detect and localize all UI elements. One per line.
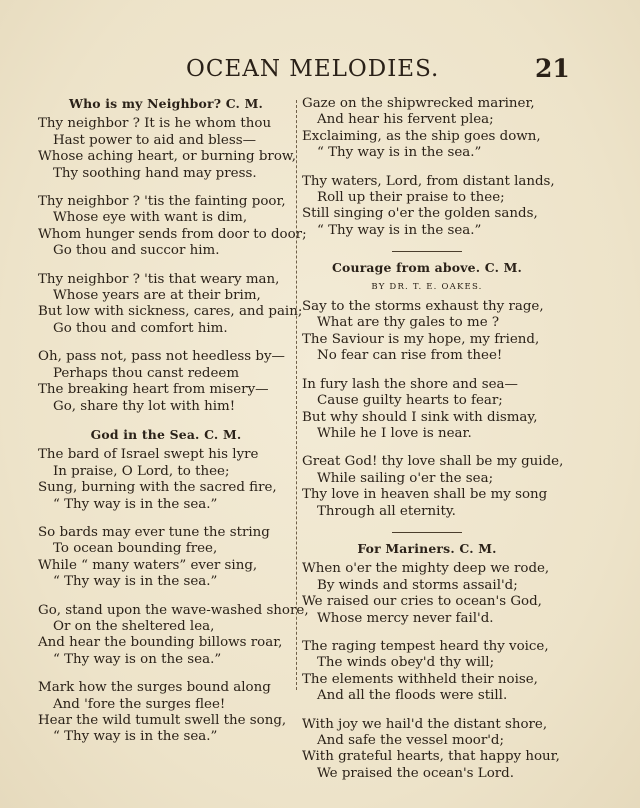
verse-line: Gaze on the shipwrecked mariner, <box>302 96 535 111</box>
verse-line: To ocean bounding free, <box>53 541 218 557</box>
verse-line: By winds and storms assail'd; <box>317 577 518 593</box>
column-divider <box>296 100 297 690</box>
verse-line: The breaking heart from misery— <box>38 382 269 398</box>
stanza <box>38 525 294 591</box>
verse-line: While sailing o'er the sea; <box>317 470 494 486</box>
verse-line: We raised our cries to ocean's God, <box>302 594 542 610</box>
verse-line: Whose years are at their brim, <box>53 288 261 304</box>
hymn-title: For Mariners. C. M. <box>357 540 497 556</box>
verse-line: With joy we hail'd the distant shore, <box>302 716 548 732</box>
verse-line: In fury lash the shore and sea— <box>302 376 518 392</box>
verse-line: The Saviour is my hope, my friend, <box>302 331 540 347</box>
verse-line: Whose aching heart, or burning brow, <box>38 149 297 165</box>
stanza <box>38 271 303 338</box>
verse-line: “ Thy way is on the sea.” <box>53 651 222 667</box>
verse-line: But why should I sink with dismay, <box>302 409 538 425</box>
stanza <box>38 349 294 415</box>
verse-line: Through all eternity. <box>317 503 456 519</box>
verse-line: Thy soothing hand may press. <box>53 165 257 181</box>
stanza <box>302 173 555 240</box>
verse-line: Thy love in heaven shall be my song <box>302 487 548 503</box>
verse-line: Go thou and succor him. <box>53 243 220 259</box>
verse-line: Oh, pass not, pass not heedless by— <box>38 349 285 365</box>
stanza <box>302 561 552 627</box>
verse-line: But low with sickness, cares, and pain; <box>38 304 303 320</box>
stanza <box>302 299 552 365</box>
verse-line: In praise, O Lord, to thee; <box>53 463 230 479</box>
verse-line: Or on the sheltered lea, <box>53 618 215 634</box>
verse-line: Say to the storms exhaust thy rage, <box>302 299 544 315</box>
stanza <box>38 447 294 513</box>
verse-line: Perhaps thou canst redeem <box>53 365 240 381</box>
verse-line: Thy neighbor ? 'tis that weary man, <box>38 271 280 287</box>
verse-line: Go thou and comfort him. <box>53 320 228 336</box>
verse-line: The bard of Israel swept his lyre <box>38 447 259 463</box>
hymn-author: BY DR. T. E. OAKES. <box>371 281 483 292</box>
verse-line: Cause guilty hearts to fear; <box>317 393 503 409</box>
hymn-title: Courage from above. C. M. <box>331 260 523 276</box>
verse-line: And hear his fervent plea; <box>317 112 494 128</box>
verse-line: No fear can rise from thee! <box>317 348 503 364</box>
hymn <box>302 96 555 239</box>
verse-line: Roll up their praise to thee; <box>317 190 505 206</box>
verse-line: So bards may ever tune the string <box>38 524 270 540</box>
verse-line: And hear the bounding billows roar, <box>38 635 283 651</box>
verse-line: Thy neighbor ? 'tis the fainting poor, <box>38 194 286 210</box>
verse-line: Whom hunger sends from door to door; <box>38 226 307 242</box>
verse-line: While he I love is near. <box>317 425 472 441</box>
verse-line: “ Thy way is in the sea.” <box>53 574 218 590</box>
verse-line: While “ many waters” ever sing, <box>38 557 258 573</box>
hymn <box>302 251 564 520</box>
stanza <box>38 116 297 182</box>
stanza <box>38 680 294 746</box>
verse-line: Hear the wild tumult swell the song, <box>38 713 287 728</box>
stanza <box>38 602 309 669</box>
verse-line: Go, share thy lot with him! <box>53 398 236 414</box>
running-head: OCEAN MELODIES. <box>186 56 440 82</box>
hymn <box>38 426 309 746</box>
verse-line: Exclaiming, as the ship goes down, <box>302 128 541 144</box>
stanza <box>302 716 560 783</box>
stanza <box>302 377 552 443</box>
verse-line: Whose eye with want is dim, <box>53 210 248 226</box>
stanza <box>302 96 552 162</box>
verse-line: We praised the ocean's Lord. <box>317 765 514 781</box>
verse-line: The winds obey'd thy will; <box>317 655 495 671</box>
stanza <box>38 194 307 260</box>
verse-line: And safe the vessel moor'd; <box>317 733 504 748</box>
verse-line: “ Thy way is in the sea.” <box>53 496 218 512</box>
verse-line: What are thy gales to me ? <box>317 315 500 331</box>
verse-line: Whose mercy never fail'd. <box>317 610 494 626</box>
verse-line: With grateful hearts, that happy hour, <box>302 749 560 765</box>
page-header <box>0 52 640 88</box>
verse-line: The raging tempest heard thy voice, <box>302 638 549 654</box>
section-rule <box>392 532 462 533</box>
hymn <box>38 96 307 415</box>
page-number: 21 <box>535 54 570 83</box>
verse-line: Great God! thy love shall be my guide, <box>302 454 564 470</box>
verse-line: “ Thy way is in the sea.” <box>317 145 482 161</box>
verse-line: “ Thy way is in the sea.” <box>317 222 482 238</box>
stanza <box>302 639 552 705</box>
verse-line: Thy neighbor ? It is he whom thou <box>38 116 272 132</box>
hymn <box>302 532 560 782</box>
right-column <box>302 96 564 794</box>
verse-line: Mark how the surges bound along <box>38 680 271 696</box>
section-rule <box>392 251 462 252</box>
verse-line: Sung, burning with the sacred fire, <box>38 480 277 496</box>
verse-line: Thy waters, Lord, from distant lands, <box>302 173 555 189</box>
hymn-title: God in the Sea. C. M. <box>90 426 242 442</box>
verse-line: And all the floods were still. <box>317 688 508 704</box>
verse-line: “ Thy way is in the sea.” <box>53 729 218 745</box>
verse-line: And 'fore the surges flee! <box>53 696 226 712</box>
verse-line: The elements withheld their noise, <box>302 671 538 687</box>
verse-line: Go, stand upon the wave-washed shore, <box>38 602 309 618</box>
left-column <box>38 96 309 758</box>
verse-line: Still singing o'er the golden sands, <box>302 206 538 222</box>
verse-line: Hast power to aid and bless— <box>53 132 256 148</box>
stanza <box>302 454 564 520</box>
hymn-title: Who is my Neighbor? C. M. <box>68 96 264 111</box>
verse-line: When o'er the mighty deep we rode, <box>302 561 550 577</box>
